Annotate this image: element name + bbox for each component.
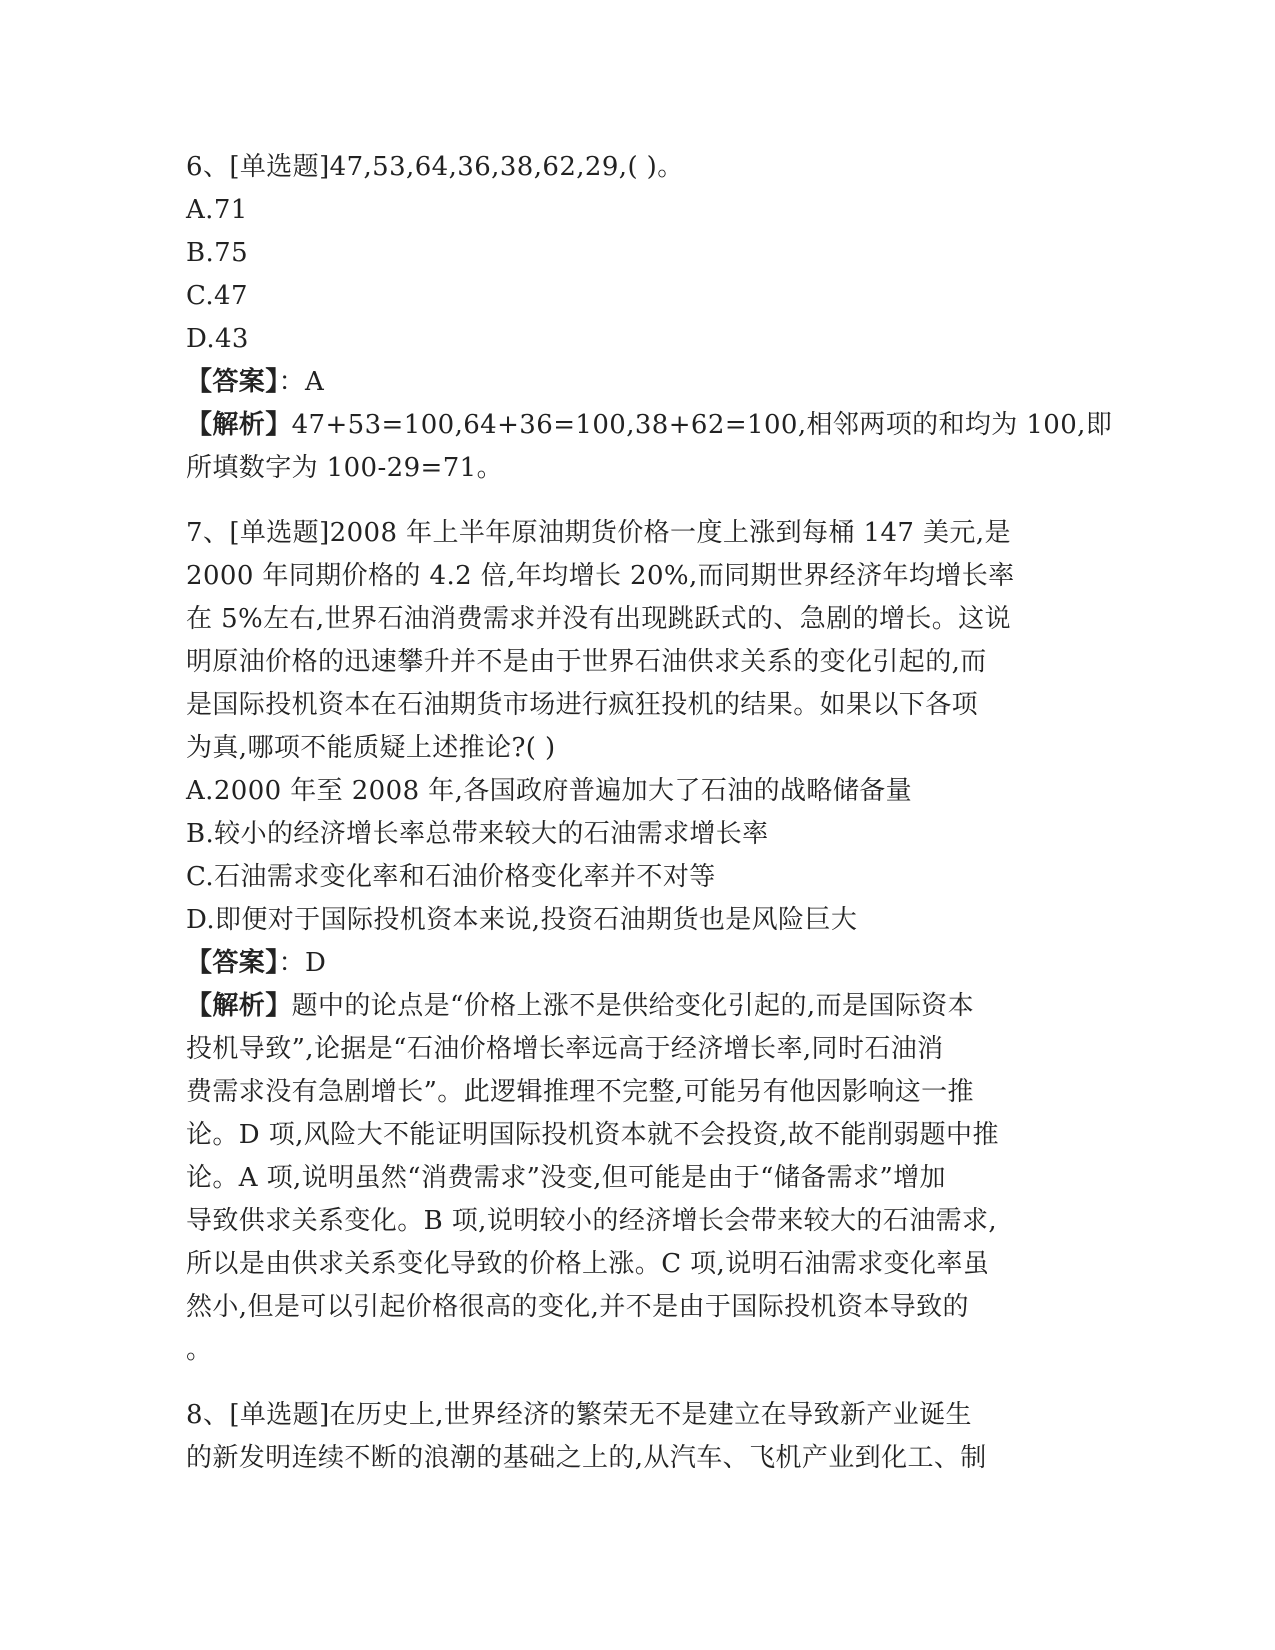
explanation-line: 论。A 项,说明虽然“消费需求”没变,但可能是由于“储备需求”增加: [186, 1163, 946, 1193]
question-7: [186, 512, 1066, 1372]
document-content: [186, 146, 1113, 1502]
option-b: B.较小的经济增长率总带来较大的石油需求增长率: [186, 819, 769, 849]
explanation-line: 题中的论点是“价格上涨不是供给变化引起的,而是国际资本: [291, 991, 974, 1021]
explanation-line: 费需求没有急剧增长”。此逻辑推理不完整,可能另有他因影响这一推: [186, 1077, 974, 1107]
question-stem-line: 在 5%左右,世界石油消费需求并没有出现跳跃式的、急剧的增长。这说: [186, 604, 1011, 634]
explanation-row: [186, 985, 1066, 1028]
question-stem-line: 为真,哪项不能质疑上述推论?( ): [186, 733, 556, 763]
question-stem-line: 明原油价格的迅速攀升并不是由于世界石油供求关系的变化引起的,而: [186, 647, 987, 677]
question-stem-line: 2000 年同期价格的 4.2 倍,年均增长 20%,而同期世界经济年均增长率: [186, 561, 1015, 591]
question-stem-line: 7、[单选题]2008 年上半年原油期货价格一度上涨到每桶 147 美元,是: [186, 518, 1011, 548]
question-8: [186, 1394, 1066, 1480]
question-stem-line: 8、[单选题]在历史上,世界经济的繁荣无不是建立在导致新产业诞生: [186, 1400, 972, 1430]
answer-label: 【答案】: [186, 367, 279, 397]
explanation-line: 所以是由供求关系变化导致的价格上涨。C 项,说明石油需求变化率虽: [186, 1249, 990, 1279]
answer-row: [186, 361, 1066, 404]
answer-row: [186, 942, 1066, 985]
explanation-line: 投机导致”,论据是“石油价格增长率远高于经济增长率,同时石油消: [186, 1034, 944, 1064]
explanation-line: 。: [186, 1335, 213, 1365]
explanation-line: 47+53=100,64+36=100,38+62=100,相邻两项的和均为 100,即: [291, 410, 1113, 440]
option-d: D.即便对于国际投机资本来说,投资石油期货也是风险巨大: [186, 905, 858, 935]
option-c: C.石油需求变化率和石油价格变化率并不对等: [186, 862, 716, 892]
answer-label: 【答案】: [186, 948, 279, 978]
option-d: D.43: [186, 324, 249, 354]
question-stem-line: 是国际投机资本在石油期货市场进行疯狂投机的结果。如果以下各项: [186, 690, 979, 720]
question-6: [186, 146, 1113, 490]
explanation-line: 论。D 项,风险大不能证明国际投机资本就不会投资,故不能削弱题中推: [186, 1120, 999, 1150]
question-stem-line: 6、[单选题]47,53,64,36,38,62,29,( )。: [186, 152, 684, 182]
explanation-line: 导致供求关系变化。B 项,说明较小的经济增长会带来较大的石油需求,: [186, 1206, 998, 1236]
answer-value: ：A: [278, 367, 325, 397]
explanation-row: [186, 404, 1113, 447]
option-a: A.71: [186, 195, 248, 225]
explanation-line: 然小,但是可以引起价格很高的变化,并不是由于国际投机资本导致的: [186, 1292, 969, 1322]
question-stem-line: 的新发明连续不断的浪潮的基础之上的,从汽车、飞机产业到化工、制: [186, 1443, 987, 1473]
option-c: C.47: [186, 281, 248, 311]
explanation-label: 【解析】: [186, 991, 292, 1021]
explanation-line: 所填数字为 100-29=71。: [186, 453, 504, 483]
explanation-label: 【解析】: [186, 410, 292, 440]
answer-value: ：D: [278, 948, 327, 978]
option-b: B.75: [186, 238, 249, 268]
option-a: A.2000 年至 2008 年,各国政府普遍加大了石油的战略储备量: [186, 776, 913, 806]
